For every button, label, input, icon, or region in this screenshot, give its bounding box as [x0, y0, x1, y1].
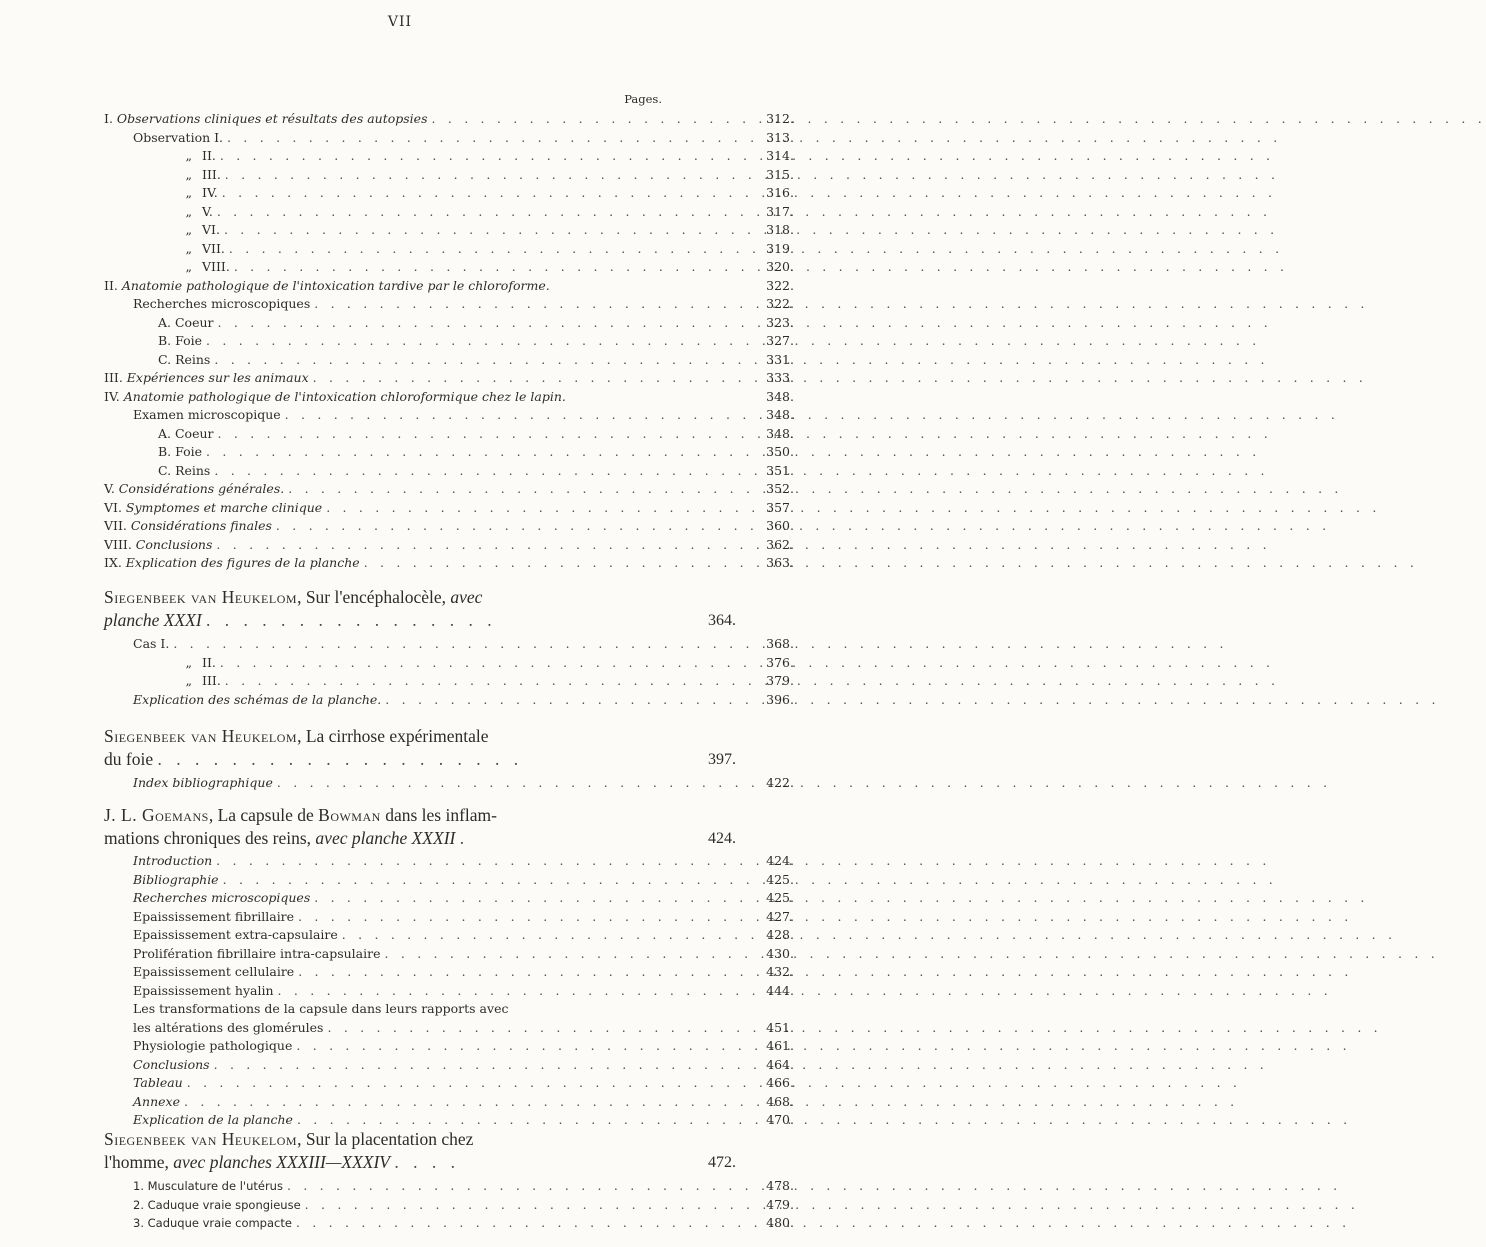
- toc-entry-text: III.: [202, 673, 221, 688]
- toc-entry: [104, 443, 794, 462]
- toc-entry: [104, 221, 794, 240]
- toc-entry: [104, 406, 794, 425]
- toc-entry: [104, 1111, 794, 1130]
- toc-entry-text: Epaississement hyalin: [133, 982, 274, 998]
- leader-dots: [283, 1177, 1341, 1196]
- page-ref: 432.: [766, 964, 794, 979]
- toc-entry: [104, 908, 794, 927]
- toc-entry: [104, 1074, 794, 1093]
- toc-entry: [104, 871, 794, 890]
- toc-entry-text: B. Foie: [158, 333, 203, 348]
- page-ref: 357.: [766, 499, 794, 515]
- leader-dots: [310, 889, 1368, 908]
- toc-entry-text: VIII.: [202, 259, 230, 274]
- page-ref: 317.: [766, 203, 794, 219]
- page-ref: 312.: [766, 111, 794, 126]
- toc-entry: [104, 691, 794, 710]
- leader-dots: [210, 351, 1268, 370]
- leader-dots: [180, 1093, 1238, 1112]
- page-ref: 348.: [766, 407, 794, 422]
- toc-entry-text: 1. Musculature de l'utérus: [133, 1179, 283, 1193]
- page-ref: 470.: [766, 1112, 794, 1127]
- leader-dots: [212, 536, 1270, 555]
- leader-dots: [202, 443, 1260, 462]
- toc-entry: [104, 1037, 794, 1056]
- toc-entry: [104, 147, 794, 166]
- page-ref: 464.: [766, 1056, 794, 1072]
- page-ref: 444.: [766, 982, 794, 998]
- leader-dots: [293, 1111, 1351, 1130]
- ditto-mark: „: [185, 259, 192, 274]
- page-ref: 323.: [766, 314, 794, 330]
- leader-dots: [274, 982, 1332, 1001]
- toc-entry-text: VIII.: [104, 536, 136, 552]
- leader-dots: [210, 1056, 1268, 1075]
- toc-entry: [104, 351, 794, 370]
- toc-entry-title: Anatomie pathologique de l'intoxication tardive par le chloroforme.: [121, 277, 550, 293]
- toc-entry-text: VI.: [202, 222, 220, 237]
- page-ref: 352.: [766, 481, 794, 496]
- toc-entry: [104, 203, 794, 222]
- toc-entry: [104, 295, 794, 314]
- leader-dots: [281, 406, 1339, 425]
- page-ref: 362.: [766, 536, 794, 552]
- toc-entry-text: Examen microscopique: [133, 407, 281, 422]
- ditto-mark: „: [185, 654, 192, 670]
- toc-entry-text: Cas I.: [133, 636, 170, 651]
- ditto-mark: „: [185, 166, 192, 182]
- toc-entry-title: Recherches microscopiques: [133, 890, 311, 905]
- leader-dots: [323, 1019, 1381, 1038]
- page-ref: 461.: [766, 1038, 794, 1053]
- toc-entry: [104, 889, 794, 908]
- toc-entry-text: Recherches microscopiques: [133, 296, 311, 311]
- page-ref: 425.: [766, 890, 794, 905]
- page-ref: 322.: [766, 296, 794, 311]
- page-ref: 472.: [708, 1154, 736, 1171]
- leader-dots: [294, 963, 1352, 982]
- toc-entry: [104, 654, 794, 673]
- page-ref: 427.: [766, 908, 794, 924]
- toc-entry: [104, 332, 794, 351]
- toc-entry-title: Explication des figures de la planche: [125, 555, 360, 570]
- page-ref: 379.: [766, 673, 794, 688]
- toc-entry: [104, 240, 794, 259]
- toc-entry: [104, 129, 794, 148]
- toc-entry: [104, 1019, 794, 1038]
- toc-entry-text: Les transformations de la capsule dans leurs rapports avec: [133, 1001, 509, 1016]
- leader-dots: [210, 462, 1268, 481]
- toc-entry: [104, 184, 794, 203]
- page-ref: 364.: [708, 612, 736, 629]
- toc-entry-title: Anatomie pathologique de l'intoxication chloroformique chez le lapin.: [123, 388, 566, 404]
- page-ref: 331.: [766, 351, 794, 367]
- leader-dots: [310, 295, 1368, 314]
- toc-entry-title: Conclusions: [135, 536, 213, 552]
- page-ref: 480.: [766, 1215, 794, 1230]
- pages-column-label: Pages.: [624, 92, 662, 106]
- toc-entry-text: Epaississement cellulaire: [133, 964, 295, 979]
- toc-entry-text: VII.: [104, 518, 131, 533]
- page-ref: 318.: [766, 222, 794, 237]
- toc-entry-text: Epaississement fibrillaire: [133, 908, 295, 924]
- page-ref: 333.: [766, 370, 794, 385]
- toc-entry: [104, 672, 794, 691]
- toc-entry-text: V.: [104, 481, 119, 496]
- toc-entry-title: Expériences sur les animaux: [126, 370, 309, 385]
- page-ref: 466.: [766, 1075, 794, 1090]
- ditto-mark: „: [185, 203, 192, 219]
- toc-entry-title: Bibliographie: [133, 871, 219, 887]
- toc-entry: [104, 425, 794, 444]
- page-ref: 425.: [766, 871, 794, 887]
- page-ref: 348.: [766, 425, 794, 441]
- toc-entry-title: Symptomes et marche clinique: [125, 499, 323, 515]
- page-ref: 322.: [766, 277, 794, 293]
- page-ref: 428.: [766, 927, 794, 942]
- ditto-mark: „: [185, 240, 192, 256]
- toc-entry: [104, 982, 794, 1001]
- toc-entry: [104, 963, 794, 982]
- toc-entry: [104, 635, 794, 654]
- toc-entry: [104, 1196, 794, 1215]
- page-ref: 422.: [766, 775, 794, 790]
- leader-dots: [338, 926, 1396, 945]
- toc-section-placentation: [104, 1177, 794, 1233]
- toc-entry: [104, 774, 794, 793]
- toc-entry-text: I.: [104, 111, 117, 126]
- toc-entry-title: Conclusions: [133, 1056, 210, 1072]
- entry-heading-bowman: J. L. Goemans, La capsule de Bowman dans les inflam- mations chroniques des reins, avec planche XXXII . 424.: [104, 805, 736, 848]
- page-ref: 451.: [766, 1019, 794, 1035]
- leader-dots: [213, 203, 1271, 222]
- page-ref: 313.: [766, 129, 794, 145]
- toc-entry: [104, 1214, 794, 1233]
- toc-section-cirrhose: [104, 774, 794, 793]
- leader-dots: [284, 480, 1342, 499]
- page-ref: 348.: [766, 388, 794, 404]
- toc-entry: [104, 926, 794, 945]
- toc-entry: [104, 1000, 664, 1019]
- toc-entry-text: II.: [202, 148, 216, 163]
- toc-entry-text: IV.: [202, 185, 218, 200]
- page-ref: 478.: [766, 1178, 794, 1193]
- page-ref: 316.: [766, 185, 794, 200]
- page-ref: 397.: [708, 751, 736, 768]
- page-ref: 363.: [766, 555, 794, 570]
- leader-dots: [294, 908, 1352, 927]
- leader-dots: [381, 945, 1439, 964]
- toc-entry: [104, 277, 794, 296]
- toc-entry: [104, 166, 794, 185]
- toc-entry-text: II.: [104, 277, 122, 293]
- page-number: VII: [387, 14, 413, 30]
- toc-entry-text: Physiologie pathologique: [133, 1038, 293, 1053]
- toc-section-observations: [104, 110, 794, 573]
- toc-entry-text: VII.: [202, 240, 225, 256]
- toc-entry-text: III.: [104, 370, 127, 385]
- entry-heading-placentation: Siegenbeek van Heukelom, Sur la placentation chez l'homme, avec planches XXXIII—XXXIV . . . . 472.: [104, 1129, 736, 1172]
- page-ref: 350.: [766, 444, 794, 459]
- leader-dots: [322, 499, 1380, 518]
- leader-dots: [212, 852, 1270, 871]
- toc-entry-text: VI.: [104, 499, 126, 515]
- toc-entry-text: IX.: [104, 555, 126, 570]
- page-ref: 396.: [766, 691, 794, 707]
- toc-entry-title: Explication des schémas de la planche.: [133, 691, 382, 707]
- leader-dots: [214, 314, 1272, 333]
- page-ref: 319.: [766, 240, 794, 256]
- toc-entry-title: Tableau: [133, 1075, 183, 1090]
- toc-section-encephalocele: [104, 635, 794, 709]
- toc-entry-text: II.: [202, 654, 216, 670]
- toc-section-bowman: [104, 852, 794, 1130]
- toc-entry: [104, 110, 794, 129]
- toc-entry: [104, 554, 794, 573]
- page-ref: 430.: [766, 945, 794, 961]
- ditto-mark: „: [185, 222, 192, 237]
- page-ref: 320.: [766, 259, 794, 274]
- toc-entry-text: V.: [202, 203, 213, 219]
- ditto-mark: „: [185, 148, 192, 163]
- toc-entry-text: 3. Caduque vraie compacte: [133, 1216, 292, 1230]
- page-ref: 479.: [766, 1196, 794, 1212]
- ditto-mark: „: [185, 673, 192, 688]
- entry-heading-cirrhose: Siegenbeek van Heukelom, La cirrhose expérimentale du foie . . . . . . . . . . . . . . . . . . . . 397.: [104, 726, 736, 769]
- toc-entry-title: Considérations générales.: [118, 481, 285, 496]
- page-ref: 351.: [766, 462, 794, 478]
- page-ref: 360.: [766, 518, 794, 533]
- toc-entry: [104, 462, 794, 481]
- toc-entry-title: Index bibliographique: [133, 775, 273, 790]
- entry-heading-encephalocele: Siegenbeek van Heukelom, Sur l'encéphalocèle, avec planche XXXI . . . . . . . . . . . . . . . . 364.: [104, 587, 736, 630]
- toc-entry-title: Explication de la planche: [133, 1112, 293, 1127]
- toc-entry: [104, 314, 794, 333]
- toc-entry: [104, 499, 794, 518]
- leader-dots: [360, 554, 1418, 573]
- toc-entry-text: III.: [202, 166, 221, 182]
- page-ref: 327.: [766, 333, 794, 348]
- toc-entry: [104, 852, 794, 871]
- toc-entry-text: A. Coeur: [158, 425, 214, 441]
- toc-entry-text: les altérations des glomérules: [133, 1019, 324, 1035]
- toc-entry-text: Epaississement extra-capsulaire: [133, 927, 338, 942]
- page-ref: 314.: [766, 148, 794, 163]
- leader-dots: [301, 1196, 1359, 1215]
- toc-entry-text: B. Foie: [158, 444, 203, 459]
- ditto-mark: „: [185, 185, 192, 200]
- page-ref: 468.: [766, 1093, 794, 1109]
- leader-dots: [381, 691, 1439, 710]
- toc-entry: [104, 536, 794, 555]
- toc-entry-text: A. Coeur: [158, 314, 214, 330]
- toc-entry-title: Considérations finales: [130, 518, 272, 533]
- toc-entry: [104, 369, 794, 388]
- toc-entry: [104, 1056, 794, 1075]
- toc-entry-text: C. Reins: [158, 462, 211, 478]
- toc-entry: [104, 480, 794, 499]
- leader-dots: [202, 332, 1260, 351]
- leader-dots: [183, 1074, 1241, 1093]
- leader-dots: [309, 369, 1367, 388]
- page-ref: 376.: [766, 654, 794, 670]
- page-ref: 315.: [766, 166, 794, 182]
- leader-dots: [292, 1214, 1350, 1233]
- leader-dots: [214, 425, 1272, 444]
- leader-dots: [273, 774, 1331, 793]
- toc-entry-title: Observations cliniques et résultats des autopsies: [116, 111, 428, 126]
- leader-dots: [428, 110, 1486, 129]
- toc-entry: [104, 258, 794, 277]
- toc-entry: [104, 517, 794, 536]
- toc-entry-title: Introduction: [133, 853, 213, 868]
- toc-entry-text: IV.: [104, 388, 124, 404]
- toc-entry: [104, 388, 794, 407]
- leader-dots: [272, 517, 1330, 536]
- toc-entry-text: Observation I.: [133, 129, 224, 145]
- leader-dots: [292, 1037, 1350, 1056]
- toc-entry-text: 2. Caduque vraie spongieuse: [133, 1197, 301, 1212]
- toc-entry: [104, 1177, 794, 1196]
- toc-entry-text: Prolifération fibrillaire intra-capsulaire: [133, 945, 381, 961]
- toc-entry-title: Annexe: [133, 1093, 180, 1109]
- leader-dots: [169, 635, 1227, 654]
- page-ref: 368.: [766, 636, 794, 651]
- toc-entry: [104, 1093, 794, 1112]
- page-ref: 424.: [766, 853, 794, 868]
- toc-entry-text: C. Reins: [158, 351, 211, 367]
- page-ref: 424.: [708, 830, 736, 847]
- toc-entry: [104, 945, 794, 964]
